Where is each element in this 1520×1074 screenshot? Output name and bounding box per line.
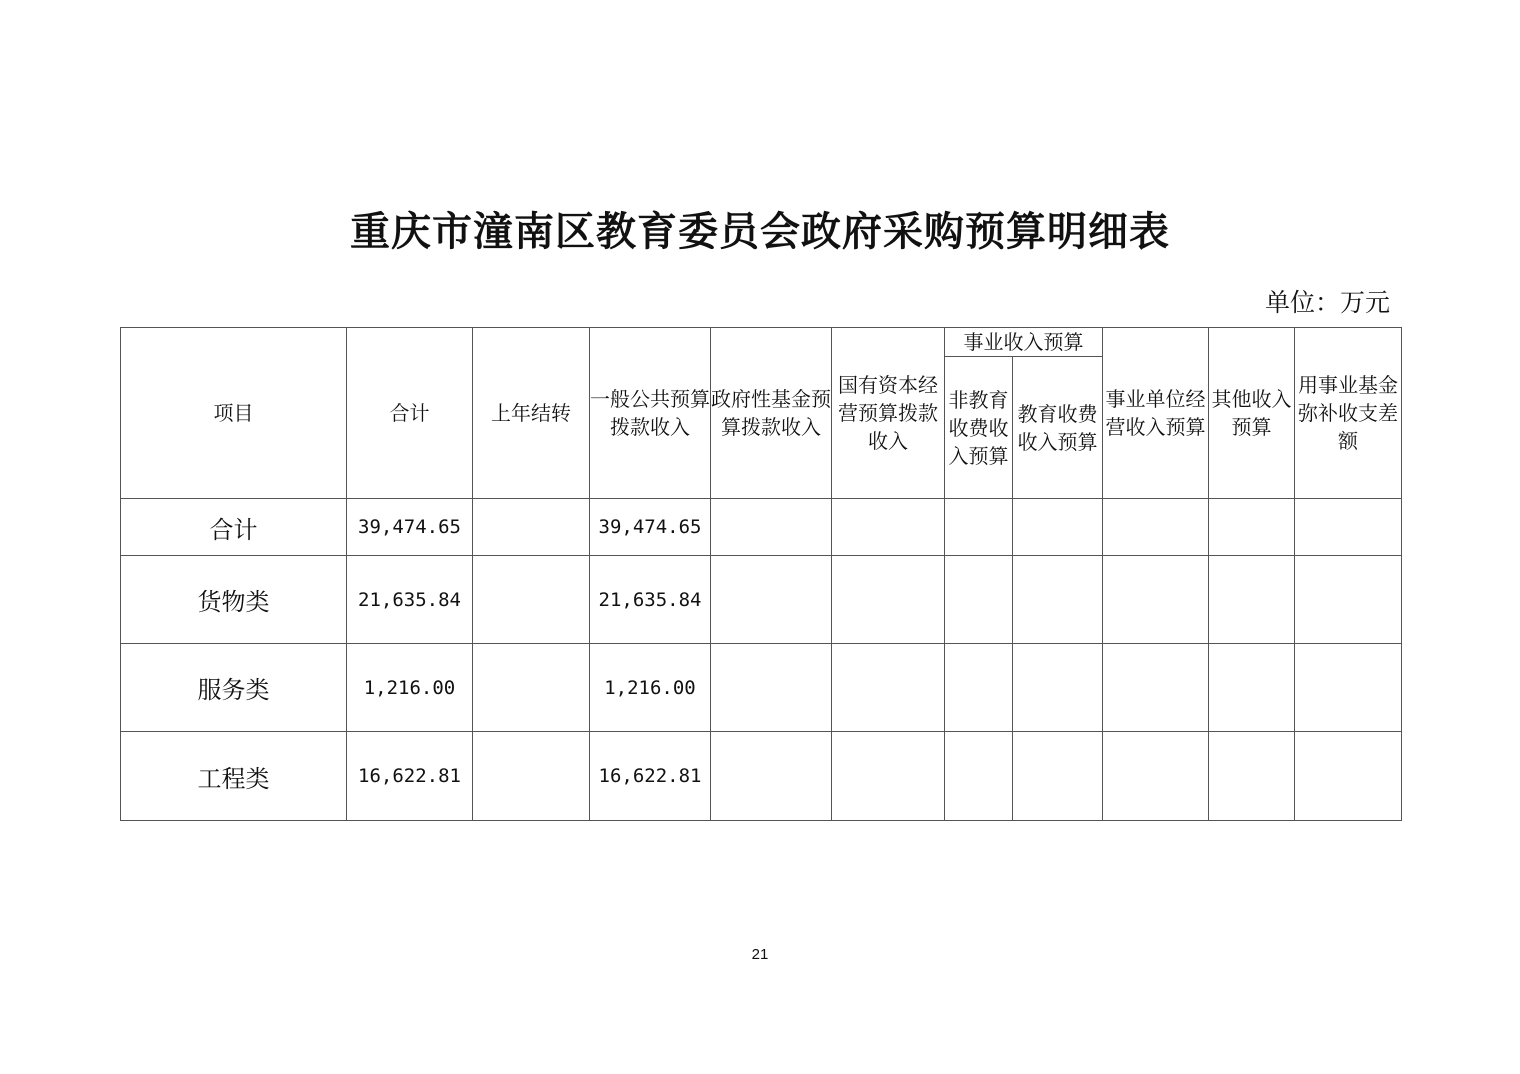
cell-total: 21,635.84 — [347, 556, 473, 644]
cell-edu-fee — [1013, 499, 1103, 556]
cell-state-capital — [832, 499, 945, 556]
header-gov-fund: 政府性基金预算拨款收入 — [711, 328, 832, 499]
cell-state-capital — [832, 732, 945, 821]
cell-general-public: 1,216.00 — [590, 644, 711, 732]
procurement-budget-table — [120, 327, 1402, 821]
cell-gov-fund — [711, 556, 832, 644]
cell-other-income — [1209, 499, 1295, 556]
page-title: 重庆市潼南区教育委员会政府采购预算明细表 — [350, 208, 1170, 255]
cell-state-capital — [832, 556, 945, 644]
cell-business-unit-operating — [1103, 732, 1209, 821]
cell-fund-offset — [1295, 732, 1402, 821]
header-state-capital: 国有资本经营预算拨款收入 — [832, 328, 945, 499]
cell-general-public: 21,635.84 — [590, 556, 711, 644]
cell-fund-offset — [1295, 556, 1402, 644]
cell-general-public: 16,622.81 — [590, 732, 711, 821]
cell-carryover — [473, 499, 590, 556]
cell-business-unit-operating — [1103, 499, 1209, 556]
cell-total: 39,474.65 — [347, 499, 473, 556]
header-edu-fee: 教育收费收入预算 — [1013, 357, 1103, 499]
cell-gov-fund — [711, 732, 832, 821]
table-row — [121, 499, 1402, 556]
header-business-unit-operating: 事业单位经营收入预算 — [1103, 328, 1209, 499]
cell-other-income — [1209, 644, 1295, 732]
header-business-income-group: 事业收入预算 — [945, 328, 1103, 357]
cell-non-edu-fee — [945, 499, 1013, 556]
cell-other-income — [1209, 556, 1295, 644]
unit-label: 单位：万元 — [1264, 288, 1390, 317]
cell-non-edu-fee — [945, 732, 1013, 821]
header-other-income: 其他收入预算 — [1209, 328, 1295, 499]
header-non-edu-fee: 非教育收费收入预算 — [945, 357, 1013, 499]
cell-fund-offset — [1295, 499, 1402, 556]
cell-fund-offset — [1295, 644, 1402, 732]
cell-other-income — [1209, 732, 1295, 821]
header-general-public: 一般公共预算拨款收入 — [590, 328, 711, 499]
cell-total: 16,622.81 — [347, 732, 473, 821]
cell-edu-fee — [1013, 556, 1103, 644]
cell-business-unit-operating — [1103, 556, 1209, 644]
cell-gov-fund — [711, 644, 832, 732]
row-item: 工程类 — [121, 732, 347, 821]
row-item: 货物类 — [121, 556, 347, 644]
cell-gov-fund — [711, 499, 832, 556]
header-fund-offset: 用事业基金弥补收支差额 — [1295, 328, 1402, 499]
row-item: 合计 — [121, 499, 347, 556]
row-item: 服务类 — [121, 644, 347, 732]
cell-general-public: 39,474.65 — [590, 499, 711, 556]
cell-edu-fee — [1013, 732, 1103, 821]
cell-non-edu-fee — [945, 644, 1013, 732]
cell-carryover — [473, 732, 590, 821]
table-row — [121, 556, 1402, 644]
table-header-row — [121, 328, 1402, 357]
cell-state-capital — [832, 644, 945, 732]
header-total: 合计 — [347, 328, 473, 499]
page-number: 21 — [751, 946, 769, 963]
cell-edu-fee — [1013, 644, 1103, 732]
cell-business-unit-operating — [1103, 644, 1209, 732]
header-carryover: 上年结转 — [473, 328, 590, 499]
table-row — [121, 644, 1402, 732]
cell-carryover — [473, 644, 590, 732]
header-item: 项目 — [121, 328, 347, 499]
table-row — [121, 732, 1402, 821]
cell-non-edu-fee — [945, 556, 1013, 644]
cell-carryover — [473, 556, 590, 644]
cell-total: 1,216.00 — [347, 644, 473, 732]
